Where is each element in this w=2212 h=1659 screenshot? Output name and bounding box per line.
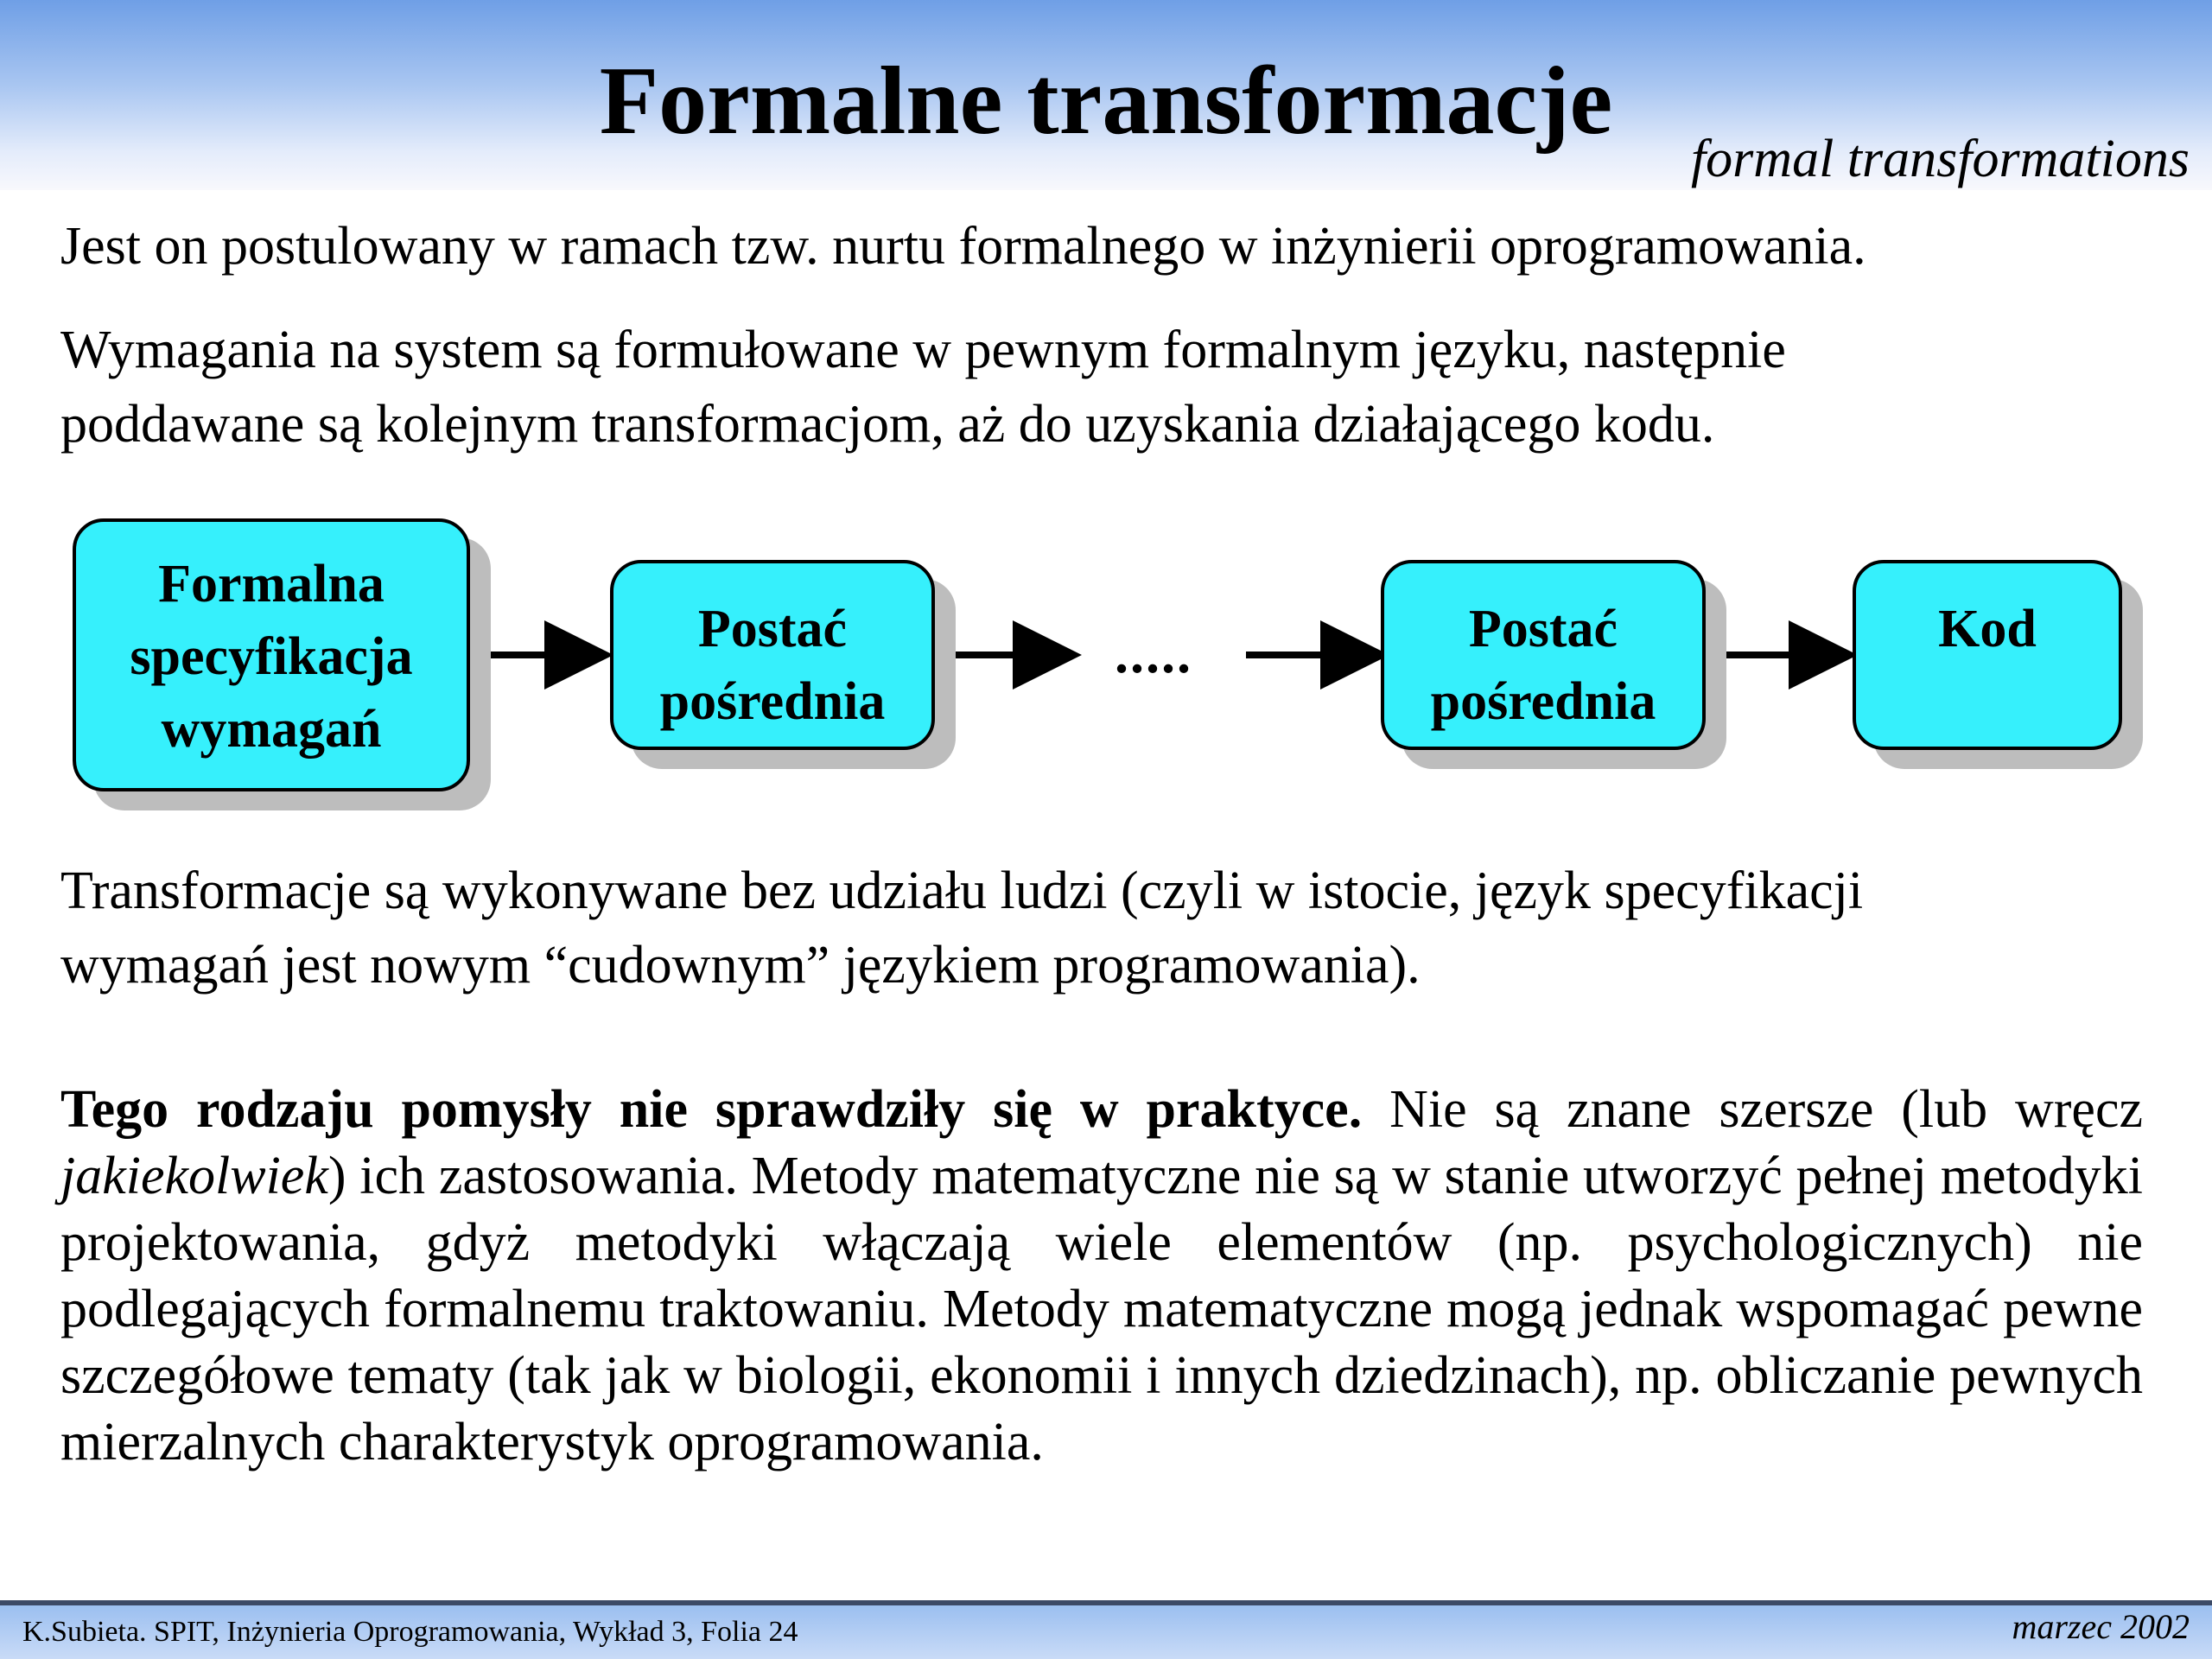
conclusion-text-2: ) ich zastosowania. Metody matematyczne nie są w stanie utworzyć pełnej metodyki projektowania, gdyż metodyki włączają wiele elementów (np. psychologicznych) nie podlegających formalnemu traktowaniu. Metody matematyczne mogą jednak wspomagać pewne szczegółowe tematy (tak jak w biologii, ekonomii i innych dziedzinach), np. obliczanie pewnych mierzalnych charakterystyk oprogramowania. xyxy=(60,1147,2143,1471)
node-intermediate-form-2-line2: pośrednia xyxy=(1430,672,1656,731)
footer-date: marzec 2002 xyxy=(2012,1607,2190,1646)
slide-title: Formalne transformacje xyxy=(599,48,1613,155)
paragraph-transformations xyxy=(60,854,1863,1002)
node-intermediate-form-1-line1: Postać xyxy=(697,600,848,658)
node-intermediate-form-1 xyxy=(610,560,935,750)
footer-citation: K.Subieta. SPIT, Inżynieria Oprogramowania, Wykład 3, Folia 24 xyxy=(22,1616,798,1648)
conclusion-italic-word: jakiekolwiek xyxy=(60,1147,328,1205)
paragraph-requirements-line2: poddawane są kolejnym transformacjom, aż do uzyskania działającego kodu. xyxy=(60,395,1715,454)
diagram-ellipsis: ..... xyxy=(1115,623,1192,684)
node-intermediate-form-2-line1: Postać xyxy=(1468,600,1618,658)
node-code-line1: Kod xyxy=(1938,600,2037,658)
node-code xyxy=(1853,560,2122,750)
paragraph-conclusion xyxy=(60,1077,2143,1476)
node-intermediate-form-1-line2: pośrednia xyxy=(659,672,886,731)
node-formal-specification xyxy=(73,518,470,791)
conclusion-text-1: Nie są znane szersze (lub wręcz xyxy=(1362,1080,2143,1139)
node-intermediate-form-2 xyxy=(1381,560,1706,750)
node-formal-specification-line3: wymagań xyxy=(161,700,382,759)
paragraph-requirements-line1: Wymagania na system są formułowane w pewnym formalnym języku, następnie xyxy=(60,321,1786,379)
paragraph-transformations-line1: Transformacje są wykonywane bez udziału ludzi (czyli w istocie, język specyfikacji xyxy=(60,861,1864,920)
node-formal-specification-line1: Formalna xyxy=(158,555,385,613)
node-formal-specification-line2: specyfikacja xyxy=(130,627,413,686)
paragraph-transformations-line2: wymagań jest nowym “cudownym” językiem programowania). xyxy=(60,936,1421,995)
slide-subtitle: formal transformations xyxy=(1690,130,2190,188)
paragraph-intro: Jest on postulowany w ramach tzw. nurtu formalnego w inżynierii oprogramowania. xyxy=(60,217,1866,276)
conclusion-bold-statement: Tego rodzaju pomysły nie sprawdziły się w praktyce. xyxy=(60,1080,1363,1139)
